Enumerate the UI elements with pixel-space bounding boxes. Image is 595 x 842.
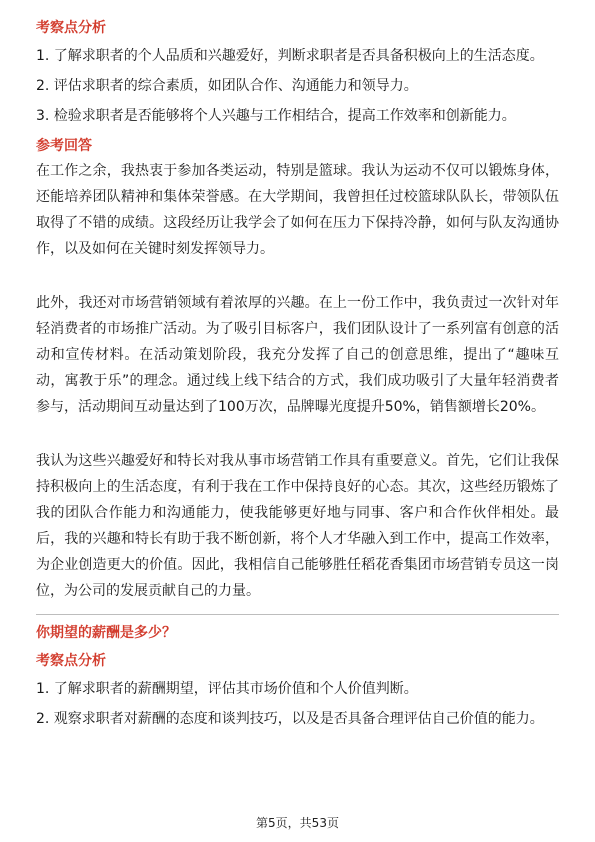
question-heading: 你期望的薪酬是多少？ <box>36 625 176 641</box>
section-divider <box>36 614 559 615</box>
analysis2-item-2: 2. 观察求职者对薪酬的态度和谈判技巧，以及是否具备合理评估自己价值的能力。 <box>36 711 544 727</box>
analysis-item-1: 1. 了解求职者的个人品质和兴趣爱好，判断求职者是否具备积极向上的生活态度。 <box>36 48 544 64</box>
answer-paragraph-1: 在工作之余，我热衷于参加各类运动，特别是篮球。我认为运动不仅可以锻炼身体，还能培养团队精神和集体荣誉感。在大学期间，我曾担任过校篮球队队长，带领队伍取得了不错的成绩。这段经历让我学会了如何在压力下保持冷静，如何与队友沟通协作，以及如何在关键时刻发挥领导力。 <box>36 163 559 257</box>
answer-paragraph-3: 我认为这些兴趣爱好和特长对我从事市场营销工作具有重要意义。首先，它们让我保持积极向上的生活态度，有利于我在工作中保持良好的心态。其次，这些经历锻炼了我的团队合作能力和沟通能力，使我能够更好地与同事、客户和合作伙伴相处。最后，我的兴趣和特长有助于我不断创新，将个人才华融入到工作中，提高工作效率，为企业创造更大的价值。因此，我相信自己能够胜任稻花香集团市场营销专员这一岗位，为公司的发展贡献自己的力量。 <box>36 453 559 599</box>
document-page <box>36 18 559 729</box>
paragraph-gap <box>36 262 559 290</box>
analysis-heading: 考察点分析 <box>36 20 106 36</box>
analysis-item-3: 3. 检验求职者是否能够将个人兴趣与工作相结合，提高工作效率和创新能力。 <box>36 108 516 124</box>
paragraph-gap <box>36 420 559 448</box>
analysis2-item-1: 1. 了解求职者的薪酬期望，评估其市场价值和个人价值判断。 <box>36 681 418 697</box>
analysis-item-2: 2. 评估求职者的综合素质，如团队合作、沟通能力和领导力。 <box>36 78 418 94</box>
page-number: 第5页，共53页 <box>256 816 339 830</box>
answer-paragraph-2: 此外，我还对市场营销领域有着浓厚的兴趣。在上一份工作中，我负责过一次针对年轻消费者的市场推广活动。为了吸引目标客户，我们团队设计了一系列富有创意的活动和宣传材料。在活动策划阶段，我充分发挥了自己的创意思维，提出了“趣味互动，寓教于乐”的理念。通过线上线下结合的方式，我们成功吸引了大量年轻消费者参与，活动期间互动量达到了100万次，品牌曝光度提升50%，销售额增长20%。 <box>36 295 559 415</box>
analysis-heading-2: 考察点分析 <box>36 653 106 669</box>
answer-heading: 参考回答 <box>36 138 92 154</box>
